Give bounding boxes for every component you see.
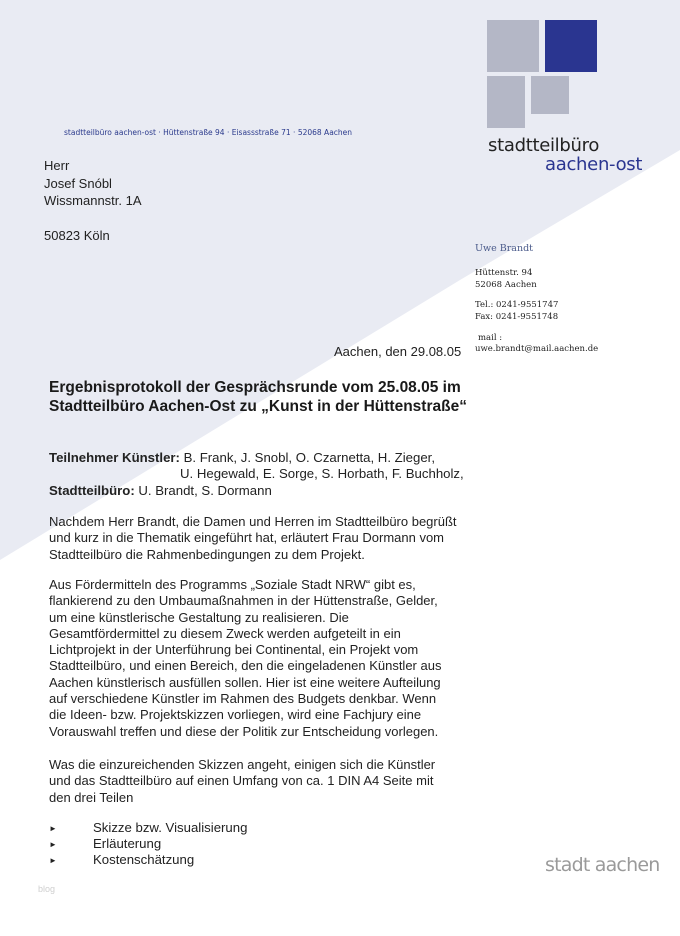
funding-line: auf verschiedene Künstler im Rahmen des Budgets denkbar. Wenn [49,691,437,707]
funding-line: Aus Fördermitteln des Programms „Soziale Stadt NRW“ gibt es, [49,577,416,592]
artists-names-1: B. Frank, J. Snobl, O. Czarnetta, H. Zieger, [179,450,435,465]
office-label: Stadtteilbüro: [49,483,135,498]
logo-square-top-left [487,20,539,72]
logo-square-bottom-left [487,76,525,128]
contact-city: 52068 Aachen [475,280,537,290]
funding-line: die Ideen- bzw. Projektskizzen vorliegen, wird eine Fachjury eine [49,707,422,723]
recipient-salutation: Herr [44,158,70,173]
triangle-bullet-icon: ► [49,840,57,850]
funding-line: Vorauswahl treffen und diese der Politik zur Entscheidung vorlegen. [49,723,439,739]
title-line-2: Stadtteilbüro Aachen-Ost zu „Kunst in der Hüttenstraße“ [49,398,467,415]
office-names: U. Brandt, S. Dormann [134,483,272,498]
stadt-aachen-logo: stadt aachen [545,854,660,876]
participants-office [49,483,272,498]
contact-name: Uwe Brandt [475,243,533,254]
logo-square-top-right [545,20,597,72]
watermark-text: blog [38,884,56,894]
triangle-bullet-icon: ► [49,824,57,834]
bullet-item [49,820,247,835]
bullet-text: Skizze bzw. Visualisierung [93,820,248,835]
title-line-1: Ergebnisprotokoll der Gesprächsrunde vom 25.08.05 im [49,379,461,396]
document-title [49,378,489,416]
participants-artists-line2: U. Hegewald, E. Sorge, S. Horbath, F. Buchholz, [180,466,464,481]
intro-line: Nachdem Herr Brandt, die Damen und Herren im Stadtteilbüro begrüßt [49,514,457,529]
contact-mail: uwe.brandt@mail.aachen.de [475,344,599,354]
intro-line: und kurz in die Thematik eingeführt hat, erläutert Frau Dormann vom [49,530,445,546]
participants-artists-line1 [49,450,435,465]
funding-line: Aachen künstlerisch ausfüllen sollen. Hier ist eine weitere Aufteilung [49,674,441,690]
stadtteilbuero-logo-icon [487,18,599,130]
funding-line: Gesamtfördermittel zu diesem Zweck werden aufgeteilt in ein [49,625,401,641]
sketches-line: Was die einzureichenden Skizzen angeht, einigen sich die Künstler [49,757,436,772]
bullet-item [49,852,194,867]
brand-name-line1: stadtteilbüro [488,135,600,156]
funding-line: um eine künstlerische Gestaltung zu realisieren. Die [49,609,349,625]
contact-fax: Fax: 0241-9551748 [475,312,559,322]
letter-date: Aachen, den 29.08.05 [334,344,462,359]
recipient-name: Josef Snóbl [44,176,112,191]
funding-line: Stadtteilbüro, und einen Bereich, den die eingeladenen Künstler aus [49,658,442,674]
paragraph-intro [49,514,479,563]
bullet-text: Erläuterung [93,836,162,851]
brand-name-line2: aachen-ost [545,154,643,175]
sketches-line: den drei Teilen [49,789,134,805]
contact-mail-label: mail : [478,333,503,343]
recipient-city: 50823 Köln [44,228,110,243]
funding-line: flankierend zu den Umbaumaßnahmen in der Hüttenstraße, Gelder, [49,593,438,609]
paragraph-funding [49,577,479,740]
sender-return-address: stadtteilbüro aachen-ost · Hüttenstraße 94 · Eisassstraße 71 · 52068 Aachen [64,128,353,137]
paragraph-sketches [49,757,479,806]
recipient-street: Wissmannstr. 1A [44,193,142,208]
logo-square-bottom-mid [531,76,569,114]
contact-tel: Tel.: 0241-9551747 [475,300,559,310]
sketches-line: und das Stadtteilbüro auf einen Umfang von ca. 1 DIN A4 Seite mit [49,773,434,789]
triangle-bullet-icon: ► [49,856,57,866]
funding-line: Lichtprojekt in der Unterführung bei Continental, ein Projekt vom [49,642,419,658]
artists-label: Teilnehmer Künstler: [49,450,180,465]
contact-street: Hüttenstr. 94 [475,268,533,278]
intro-line: Stadtteilbüro die Rahmenbedingungen zu dem Projekt. [49,546,365,562]
bullet-text: Kostenschätzung [93,852,195,867]
bullet-item [49,836,161,851]
